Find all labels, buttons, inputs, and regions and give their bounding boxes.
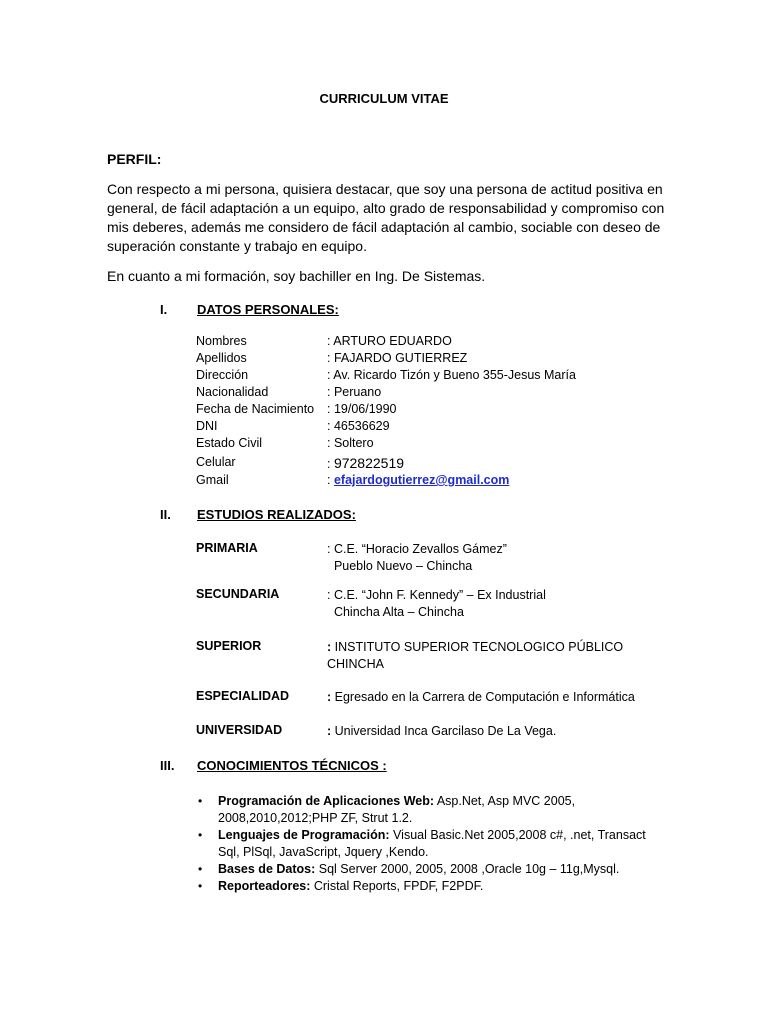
edu-label: SUPERIOR	[196, 639, 262, 653]
field-label: Gmail	[196, 473, 229, 487]
section-title: DATOS PERSONALES:	[197, 302, 339, 317]
edu-text: Egresado en la Carrera de Computación e Informática	[331, 690, 635, 704]
bullet-icon: •	[198, 794, 203, 808]
skill-detail: Sql Server 2000, 2005, 2008 ,Oracle 10g – 11g,Mysql.	[315, 862, 620, 876]
field-label: DNI	[196, 419, 218, 433]
field-colon: :	[327, 457, 334, 471]
field-label: Apellidos	[196, 351, 247, 365]
edu-value	[327, 689, 687, 706]
edu-line: : C.E. “Horacio Zevallos Gámez”	[327, 542, 507, 556]
section-number: III.	[160, 758, 175, 773]
edu-line: Pueblo Nuevo – Chincha	[327, 559, 473, 573]
field-value	[327, 455, 404, 471]
field-value: : FAJARDO GUTIERREZ	[327, 351, 468, 365]
skill-detail: Visual Basic.Net 2005,2008 c#, .net, Transact Sql, PlSql, JavaScript, Jquery ,Kendo.	[218, 828, 646, 859]
skill-category: Bases de Datos:	[218, 862, 316, 876]
edu-value	[327, 587, 647, 621]
field-value: : Peruano	[327, 385, 382, 399]
field-value: : 19/06/1990	[327, 402, 397, 416]
section-number: I.	[160, 302, 168, 317]
edu-colon: :	[327, 640, 332, 654]
edu-label: UNIVERSIDAD	[196, 723, 283, 737]
skill-item	[196, 827, 666, 861]
field-value: : Soltero	[327, 436, 374, 450]
edu-label: ESPECIALIDAD	[196, 689, 290, 703]
field-label: Dirección	[196, 368, 249, 382]
skill-category: Programación de Aplicaciones Web:	[218, 794, 435, 808]
edu-label: SECUNDARIA	[196, 587, 280, 601]
phone-number: 972822519	[333, 455, 405, 471]
edu-label: PRIMARIA	[196, 541, 258, 555]
skill-detail: Cristal Reports, FPDF, F2PDF.	[310, 879, 484, 893]
edu-text: INSTITUTO SUPERIOR TECNOLOGICO PÚBLICO	[331, 640, 624, 654]
field-colon: :	[327, 473, 334, 487]
field-label: Nombres	[196, 334, 247, 348]
edu-line	[327, 639, 647, 656]
skill-item	[196, 861, 666, 878]
edu-value	[327, 541, 647, 575]
field-label: Fecha de Nacimiento	[196, 402, 315, 416]
edu-line: : C.E. “John F. Kennedy” – Ex Industrial	[327, 588, 546, 602]
edu-value	[327, 639, 647, 673]
skill-item	[196, 878, 666, 895]
section-number: II.	[160, 507, 171, 522]
edu-line: CHINCHA	[327, 657, 384, 671]
edu-line	[327, 723, 647, 740]
field-label: Estado Civil	[196, 436, 262, 450]
bullet-icon: •	[198, 862, 203, 876]
skills-list	[196, 793, 666, 895]
field-value: : ARTURO EDUARDO	[327, 334, 452, 348]
section-title: ESTUDIOS REALIZADOS:	[197, 507, 356, 522]
field-value	[327, 473, 509, 487]
skill-category: Reporteadores:	[218, 879, 311, 893]
field-value: : 46536629	[327, 419, 390, 433]
perfil-heading: PERFIL:	[107, 151, 162, 167]
field-label: Nacionalidad	[196, 385, 269, 399]
skill-detail: Asp.Net, Asp MVC 2005, 2008,2010,2012;PHP ZF, Strut 1.2.	[218, 794, 576, 825]
edu-line	[327, 689, 687, 706]
skill-category: Lenguajes de Programación:	[218, 828, 390, 842]
perfil-paragraph: Con respecto a mi persona, quisiera destacar, que soy una persona de actitud positiva en general, de fácil adaptación a un equipo, alto grado de responsabilidad y compromiso con mis deberes, además me considero de fácil adaptación al cambio, sociable con deseo de superación constante y trabajo en equipo.	[107, 181, 665, 254]
edu-line: Chincha Alta – Chincha	[327, 605, 464, 619]
bullet-icon: •	[198, 828, 203, 842]
edu-text: Universidad Inca Garcilaso De La Vega.	[331, 724, 557, 738]
bullet-icon: •	[198, 879, 203, 893]
document-title: CURRICULUM VITAE	[319, 91, 449, 106]
edu-value	[327, 723, 647, 740]
field-value: : Av. Ricardo Tizón y Bueno 355-Jesus María	[327, 368, 576, 382]
formacion-paragraph: En cuanto a mi formación, soy bachiller en Ing. De Sistemas.	[107, 268, 486, 284]
skill-item	[196, 793, 666, 827]
email-link[interactable]: efajardogutierrez@gmail.com	[333, 473, 510, 487]
edu-colon: :	[327, 724, 332, 738]
field-label: Celular	[196, 455, 236, 469]
section-title: CONOCIMIENTOS TÉCNICOS :	[197, 758, 387, 773]
edu-colon: :	[327, 690, 332, 704]
